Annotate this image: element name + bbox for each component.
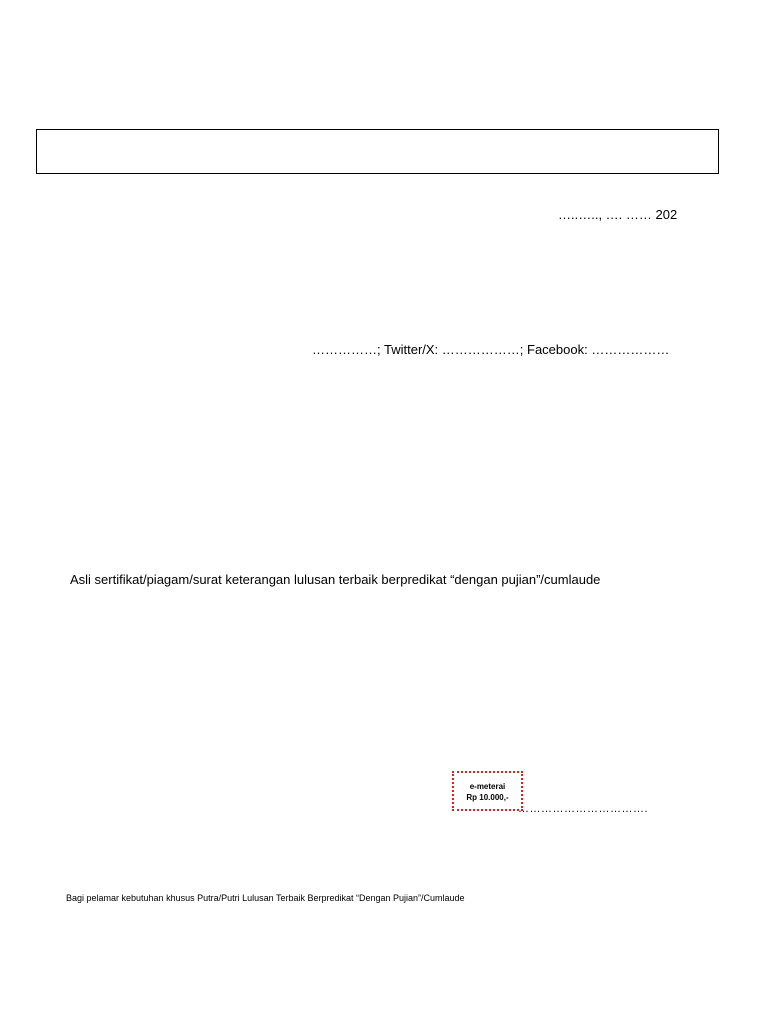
stamp-value: Rp 10.000,- [466,793,509,802]
letter-header-box [36,129,719,174]
footer-note: Bagi pelamar kebutuhan khusus Putra/Putri Lulusan Terbaik Berpredikat “Dengan Pujian”/Cumlaude [66,893,465,903]
signature-name-line: ……………………………. [518,803,649,815]
attachment-item: Asli sertifikat/piagam/surat keterangan lulusan terbaik berpredikat “dengan pujian”/cumlaude [70,572,601,587]
social-media-line: ……………; Twitter/X: ………………; Facebook: ……………… [312,342,670,357]
date-line: …..….., …. …… 202 [558,207,678,222]
stamp-label: e-meterai [469,782,506,791]
e-meterai-stamp [452,771,523,811]
